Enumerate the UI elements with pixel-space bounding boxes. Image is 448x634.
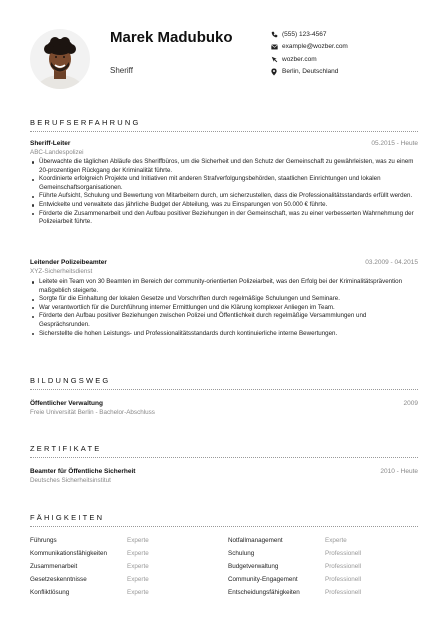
skill-level: Experte <box>127 550 149 557</box>
section-divider <box>30 457 418 458</box>
section-title-education: BILDUNGSWEG <box>30 376 111 385</box>
education-header <box>30 400 418 407</box>
job-bullet: Entwickelte und verwaltete das jährliche Budget der Abteilung, was zu Einsparungen von 50.000 € führte. <box>30 201 415 210</box>
mail-icon <box>268 44 280 50</box>
contact-location-text: Berlin, Deutschland <box>282 68 339 76</box>
skill-level: Professionell <box>325 563 362 570</box>
contact-website[interactable] <box>268 53 428 66</box>
job-header <box>30 259 418 266</box>
job-bullet: Führte Aufsicht, Schulung und Bewertung von Mitarbeitern durch, um sicherzustellen, dass die Professionalitätsstandards erfüllt werden. <box>30 192 415 201</box>
contact-email[interactable] <box>268 41 428 54</box>
skill-level: Experte <box>127 563 149 570</box>
skill-level: Experte <box>325 537 347 544</box>
section-divider <box>30 526 418 527</box>
job-position: Sheriff-Leiter <box>30 140 71 147</box>
job-bullet: Überwachte die täglichen Abläufe des Sheriffbüros, um die Sicherheit und den Schutz der Gemeinschaft zu gewährleisten, was zu einem 20-prozentigen Rückgang der Kriminalität führte. <box>30 158 415 175</box>
job-bullet-list <box>30 158 415 227</box>
section-divider <box>30 131 418 132</box>
job-dates: 05.2015 - Heute <box>371 140 418 147</box>
education-year: 2009 <box>403 400 418 407</box>
job-bullet: War verantwortlich für die Durchführung interner Ermittlungen und die Klärung komplexer Anliegen im Team. <box>30 304 415 313</box>
contact-phone <box>268 28 428 41</box>
section-title-experience: BERUFSERFAHRUNG <box>30 118 141 127</box>
link-icon <box>268 56 280 63</box>
skill-level: Professionell <box>325 589 362 596</box>
job-header <box>30 140 418 147</box>
contact-website-text: wozber.com <box>282 55 317 63</box>
skill-name: Community-Engagement <box>228 576 298 583</box>
candidate-name: Marek Madubuko <box>110 29 233 46</box>
certificate-dates: 2010 - Heute <box>380 468 418 475</box>
skill-name: Notfallmanagement <box>228 537 283 544</box>
section-title-certificates: ZERTIFIKATE <box>30 444 102 453</box>
skill-level: Experte <box>127 589 149 596</box>
skill-name: Entscheidungsfähigkeiten <box>228 589 300 596</box>
skill-level: Experte <box>127 537 149 544</box>
skill-name: Schulung <box>228 550 255 557</box>
section-divider <box>30 389 418 390</box>
location-pin-icon <box>268 68 280 76</box>
section-title-skills: FÄHIGKEITEN <box>30 513 105 522</box>
phone-icon <box>268 31 280 38</box>
contact-phone-text: (555) 123-4567 <box>282 30 327 38</box>
skill-name: Kommunikationsfähigkeiten <box>30 550 108 557</box>
job-bullet-list <box>30 278 415 338</box>
job-bullet: Förderte den Aufbau positiver Beziehungen zwischen Polizei und Öffentlichkeit durch regelmäßige Versammlungen und Gesprächsrunden. <box>30 312 415 329</box>
job-bullet: Sorgte für die Einhaltung der lokalen Gesetze und Vorschriften durch regelmäßige Schulungen und Seminare. <box>30 295 415 304</box>
job-bullet: Sicherstellte die hohen Leistungs- und Professionalitätsstandards durch kontinuierliche interne Bewertungen. <box>30 330 415 339</box>
job-bullet: Koordinierte erfolgreich Projekte und Initiativen mit anderen Strafverfolgungsbehörden, staatlichen Einrichtungen und lokalen Gemeinschaftsorganisationen. <box>30 175 415 192</box>
job-dates: 03.2009 - 04.2015 <box>365 259 418 266</box>
job-bullet: Förderte die Zusammenarbeit und den Aufbau positiver Beziehungen in der Gemeinschaft, was zu einer verbesserten Wahrnehmung der Polizeiarbeit führte. <box>30 210 415 227</box>
skill-name: Gesetzeskenntnisse <box>30 576 87 583</box>
skill-level: Professionell <box>325 550 362 557</box>
job-bullet: Leitete ein Team von 30 Beamten im Bereich der community-orientierten Polizeiarbeit, was den Erfolg bei der Kriminalitätsprävention maßgeblich steigerte. <box>30 278 415 295</box>
job-company: XYZ-Sicherheitsdienst <box>30 268 93 275</box>
profile-photo <box>30 29 90 89</box>
skill-name: Konfliktlösung <box>30 589 70 596</box>
certificate-header <box>30 468 418 475</box>
certificate-name: Beamter für Öffentliche Sicherheit <box>30 468 136 475</box>
candidate-title: Sheriff <box>110 66 133 75</box>
job-position: Leitender Polizeibeamter <box>30 259 107 266</box>
contact-location <box>268 66 428 79</box>
skill-level: Professionell <box>325 576 362 583</box>
skill-name: Budgetverwaltung <box>228 563 279 570</box>
certificate-issuer: Deutsches Sicherheitsinstitut <box>30 477 111 484</box>
skill-level: Experte <box>127 576 149 583</box>
education-school: Freie Universität Berlin - Bachelor-Abschluss <box>30 409 155 416</box>
skill-name: Zusammenarbeit <box>30 563 78 570</box>
job-company: ABC-Landespolizei <box>30 149 84 156</box>
contact-list <box>268 28 428 78</box>
skill-name: Führungs <box>30 537 57 544</box>
contact-email-text: example@wozber.com <box>282 43 348 51</box>
education-degree: Öffentlicher Verwaltung <box>30 400 103 407</box>
